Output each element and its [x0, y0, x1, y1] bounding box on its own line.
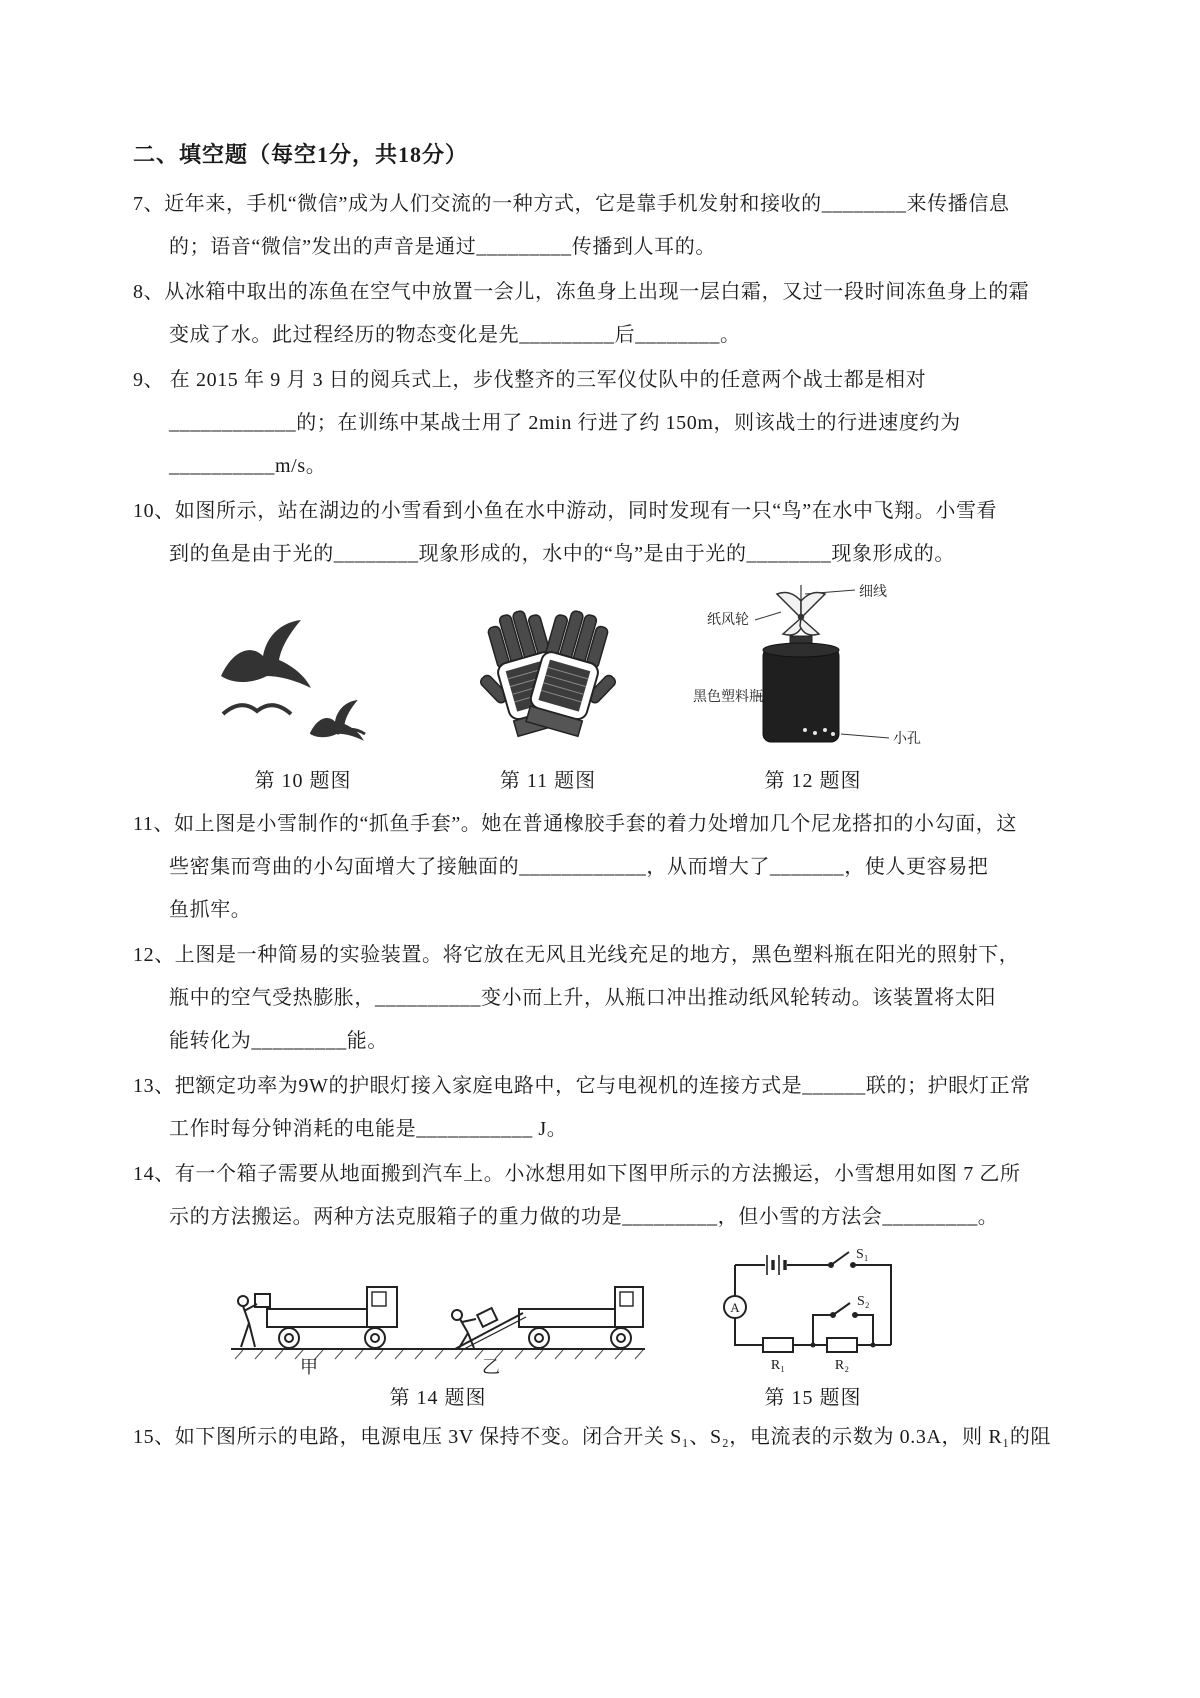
question-10-line-1: 10、如图所示，站在湖边的小雪看到小鱼在水中游动，同时发现有一只“鸟”在水中飞翔。小雪看 — [133, 500, 998, 522]
resistor-r2-icon — [827, 1338, 857, 1352]
figure-circuit — [713, 1245, 913, 1410]
question-12-line-2: 瓶中的空气受热膨胀，__________变小而上升，从瓶口冲出推动纸风轮转动。该装置将太阳 — [169, 987, 996, 1009]
bottle-windmill-illustration — [693, 580, 933, 760]
question-14-line-2: 示的方法搬运。两种方法克服箱子的重力做的功是_________，但小雪的方法会_________。 — [169, 1206, 999, 1228]
switch-s2-icon — [831, 1303, 857, 1317]
question-11 — [133, 803, 1110, 932]
question-9 — [133, 359, 1110, 488]
person-pushing-icon — [452, 1310, 476, 1348]
question-7-line-1: 7、近年来，手机“微信”成为人们交流的一种方式，它是靠手机发射和接收的________来传播信息 — [133, 193, 1010, 215]
birds-illustration — [193, 610, 413, 760]
label-truck-jia: 甲 — [300, 1357, 318, 1377]
figure-trucks — [223, 1249, 653, 1410]
switch-s1-icon — [829, 1252, 855, 1267]
person-lifting-icon — [238, 1294, 270, 1347]
label-r1: R₁ — [770, 1358, 786, 1373]
figure-row-2 — [133, 1245, 1110, 1410]
bird-gull-icon — [223, 705, 291, 714]
question-13-line-2: 工作时每分钟消耗的电能是___________ J。 — [169, 1118, 568, 1140]
junction-dot — [871, 1343, 876, 1348]
figure-birds — [193, 610, 413, 793]
label-string: 细线 — [859, 585, 887, 600]
question-15-line-1: 15、如下图所示的电路，电源电压 3V 保持不变。闭合开关 S₁、S₂，电流表的示数为 0.3A，则 R₁的阻 — [133, 1426, 1052, 1448]
question-8-line-1: 8、从冰箱中取出的冻鱼在空气中放置一会儿，冻鱼身上出现一层白霜，又过一段时间冻鱼身上的霜 — [133, 281, 1030, 303]
question-10-line-2: 到的鱼是由于光的________现象形成的，水中的“鸟”是由于光的________现象形成的。 — [169, 543, 955, 565]
figure-caption-q11: 第 11 题图 — [499, 770, 597, 792]
bird-large-icon — [221, 620, 311, 688]
question-7-line-2: 的；语音“微信”发出的声音是通过_________传播到人耳的。 — [169, 236, 716, 258]
question-11-line-3: 鱼抓牢。 — [169, 899, 252, 921]
question-9-line-2: ____________的；在训练中某战士用了 2min 行进了约 150m，则该战士的行进速度约为 — [169, 412, 961, 434]
figure-caption-q10: 第 10 题图 — [254, 770, 352, 792]
bottle-icon — [763, 643, 839, 742]
figure-gloves — [433, 605, 663, 793]
question-11-line-2: 些密集而弯曲的小勾面增大了接触面的____________，从而增大了_______，使人更容易把 — [169, 856, 989, 878]
question-8-line-2: 变成了水。此过程经历的物态变化是先_________后________。 — [169, 324, 741, 346]
ramp-icon — [455, 1313, 526, 1349]
label-truck-yi: 乙 — [482, 1357, 500, 1377]
question-10 — [133, 490, 1110, 576]
label-windmill: 纸风轮 — [707, 613, 749, 628]
question-9-line-3: __________m/s。 — [169, 455, 327, 477]
question-14 — [133, 1153, 1110, 1239]
label-hole: 小孔 — [893, 732, 921, 747]
label-ammeter: A — [730, 1300, 740, 1315]
box-on-ramp-icon — [477, 1308, 497, 1327]
gloves-illustration — [433, 605, 663, 760]
junction-dot — [811, 1343, 816, 1348]
question-13 — [133, 1065, 1110, 1151]
question-8 — [133, 271, 1110, 357]
windmill-pointer-line — [755, 612, 781, 620]
figure-bottle-windmill — [693, 580, 933, 793]
battery-icon — [767, 1255, 785, 1275]
question-11-line-1: 11、如上图是小雪制作的“抓鱼手套”。她在普通橡胶手套的着力处增加几个尼龙搭扣的小勾面，这 — [133, 813, 1018, 835]
label-bottle: 黑色塑料瓶 — [693, 690, 763, 705]
trucks-illustration — [223, 1249, 653, 1377]
label-s1: S₁ — [856, 1247, 869, 1262]
question-12 — [133, 934, 1110, 1063]
truck-jia-icon — [267, 1287, 397, 1348]
figure-caption-q12: 第 12 题图 — [764, 770, 862, 792]
circuit-illustration — [713, 1245, 913, 1377]
label-s2: S₂ — [857, 1294, 870, 1309]
hole-pointer-line — [841, 734, 889, 738]
question-12-line-3: 能转化为_________能。 — [169, 1030, 388, 1052]
question-13-line-1: 13、把额定功率为9W的护眼灯接入家庭电路中，它与电视机的连接方式是______联的；护眼灯正常 — [133, 1075, 1031, 1097]
question-7 — [133, 183, 1110, 269]
figure-caption-q15: 第 15 题图 — [764, 1387, 862, 1409]
figure-row-1 — [133, 580, 1110, 793]
question-15 — [133, 1416, 1110, 1459]
question-14-line-1: 14、有一个箱子需要从地面搬到汽车上。小冰想用如下图甲所示的方法搬运，小雪想用如图 7 乙所 — [133, 1163, 1021, 1185]
question-12-line-1: 12、上图是一种简易的实验装置。将它放在无风且光线充足的地方，黑色塑料瓶在阳光的照射下， — [133, 944, 1020, 966]
resistor-r1-icon — [763, 1338, 793, 1352]
section-heading: 二、填空题（每空1分，共18分） — [133, 142, 469, 167]
ground-hatching — [235, 1350, 643, 1359]
figure-caption-q14: 第 14 题图 — [389, 1387, 487, 1409]
question-9-line-1: 9、 在 2015 年 9 月 3 日的阅兵式上，步伐整齐的三军仪仗队中的任意两个战士都是相对 — [133, 369, 927, 391]
bird-small-icon — [310, 700, 364, 741]
truck-yi-icon — [519, 1287, 643, 1348]
label-r2: R₂ — [834, 1358, 850, 1373]
